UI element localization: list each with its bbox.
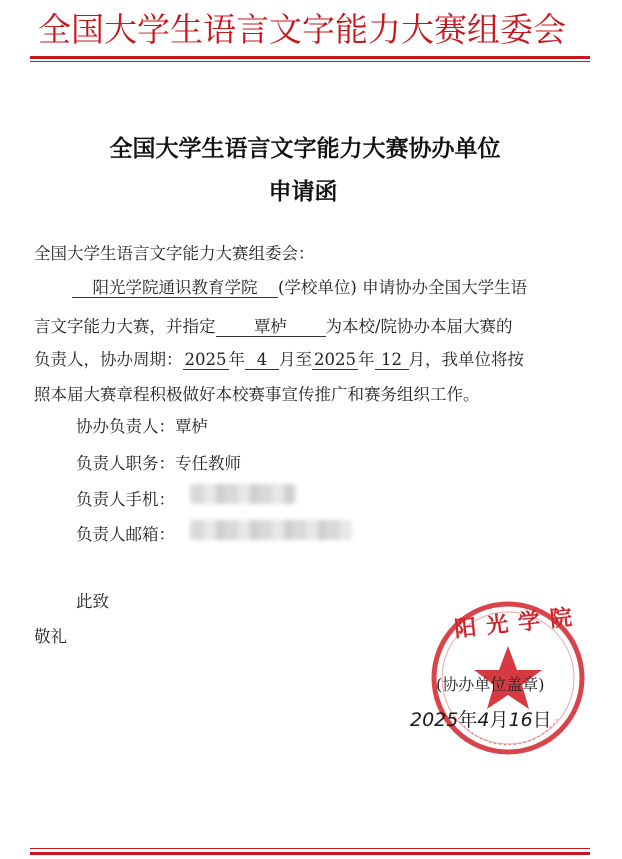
body-line-2: [34, 313, 513, 337]
email-label: 负责人邮箱：: [76, 525, 175, 544]
leader-row: [76, 413, 208, 437]
leader-label: 协办负责人：: [76, 417, 175, 436]
body-line-1: [72, 274, 527, 298]
body-line-2-pre: 言文字能力大赛，并指定: [34, 317, 216, 336]
document-subtitle: 申请函: [268, 178, 338, 205]
school-name: 阳光学院通识教育学院: [72, 279, 278, 298]
end-year: 2025: [314, 350, 356, 369]
date-year: 2025: [410, 709, 459, 731]
month-to: 月至: [279, 350, 312, 369]
body-line-4: 照本届大赛章程积极做好本校赛事宣传推广和赛务组织工作。: [34, 385, 480, 404]
position-label: 负责人职务：: [76, 454, 175, 473]
phone-label: 负责人手机：: [76, 490, 175, 509]
body-line-1-text: (学校单位) 申请协办全国大学生语: [278, 278, 528, 297]
email-redacted: [190, 520, 352, 540]
seal-text: 阳光学院: [453, 603, 584, 643]
header-rule-thin: [30, 61, 590, 62]
start-year: 2025: [184, 350, 227, 369]
phone-redacted: [190, 484, 296, 504]
signing-date: [410, 705, 552, 732]
phone-row: [76, 486, 175, 510]
body-line-3-post: 月，我单位将按: [408, 350, 524, 369]
salutation: 全国大学生语言文字能力大赛组委会：: [34, 244, 315, 263]
date-day-char: 日: [532, 709, 552, 731]
stamp-note: (协办单位盖章): [436, 675, 545, 694]
closing-line-1: 此致: [76, 592, 109, 611]
body-line-3: [34, 346, 524, 370]
date-day: 16: [508, 709, 533, 731]
date-month: 4: [477, 709, 490, 731]
body-line-2-post: 为本校/院协办本届大赛的: [325, 317, 513, 336]
start-month: 4: [245, 351, 279, 370]
footer-rule-thick: [30, 852, 590, 855]
year-char-1: 年: [228, 350, 245, 369]
document-title: 全国大学生语言文字能力大赛协办单位: [109, 135, 501, 162]
header-rule-thick: [30, 56, 590, 59]
footer-rule-thin: [30, 848, 590, 849]
email-row: [76, 521, 175, 545]
year-char-2: 年: [358, 350, 375, 369]
body-line-3-pre: 负责人，协办周期：: [34, 350, 183, 369]
date-year-char: 年: [458, 709, 478, 731]
position-row: [76, 450, 241, 474]
end-month: 12: [375, 351, 409, 370]
letterhead-org: 全国大学生语言文字能力大赛组委会: [38, 10, 566, 49]
designated-person: 覃栌: [216, 318, 326, 337]
position-value: 专任教师: [175, 454, 241, 473]
closing-line-2: 敬礼: [34, 627, 67, 646]
leader-value: 覃栌: [175, 417, 208, 436]
date-month-char: 月: [489, 709, 509, 731]
